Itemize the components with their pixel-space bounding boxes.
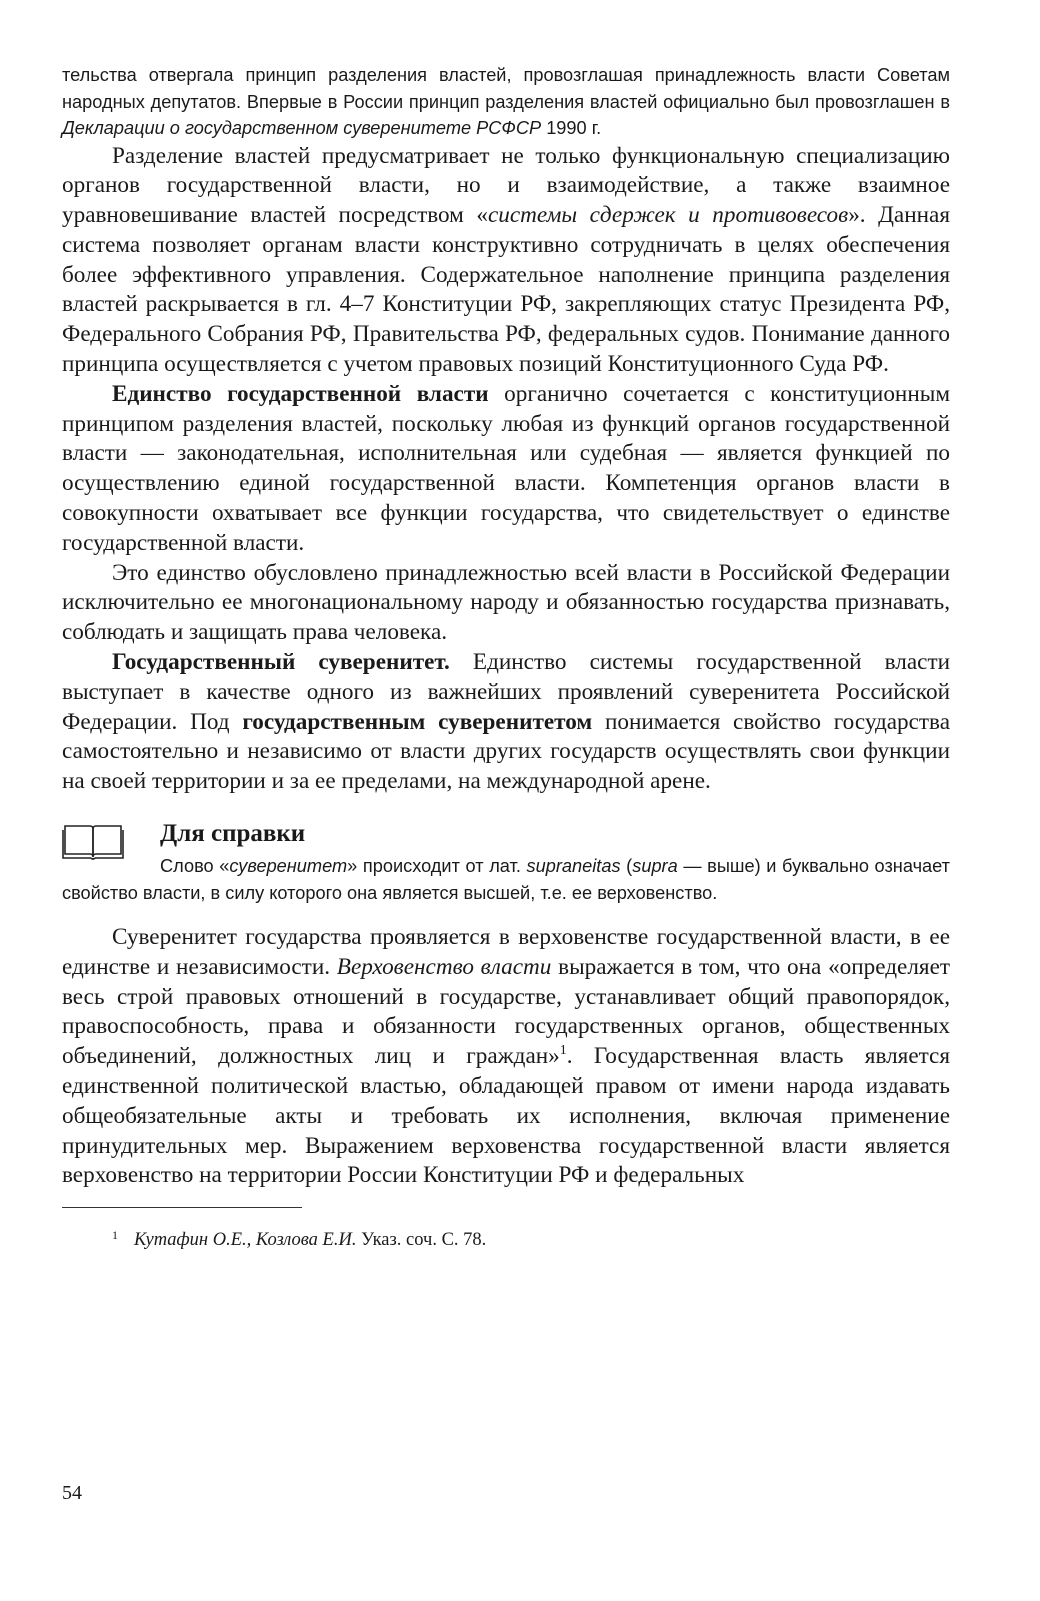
- declaration-title: Декларации о государственном суверенитете РСФСР: [62, 118, 542, 138]
- page-content: [62, 62, 950, 1253]
- page-number: 54: [62, 1482, 82, 1504]
- sovereignty-heading: Государственный суверенитет.: [112, 649, 450, 676]
- footnote-authors: Кутафин О.Е., Козлова Е.И.: [134, 1230, 357, 1251]
- sovereignty-term: государственным суверенитетом: [242, 708, 593, 735]
- reference-header: [62, 819, 950, 853]
- supremacy-term: Верховенство власти: [336, 953, 552, 980]
- footnote: $^1$ Кутафин О.Е., Козлова Е.И. Указ. соч. С. 78.: [112, 1228, 487, 1251]
- paragraph-sovereignty: Государственный суверенитет. Единство системы государственной власти выступает в качестве одного из важнейших проявлений суверенитета Российской Федерации. Под государственным суверенитетом понимается свойство государства самостоятельно и независимо от власти других государств осуществлять свои функции на своей территории и за ее пределами, на международной арене.: [62, 649, 950, 795]
- paragraph-separation-of-powers: Разделение властей предусматривает не только функциональную специализацию органов государственной власти, но и взаимодействие, а также взаимное уравновешивание властей посредством «системы сдержек и противовесов». Данная система позволяет органам власти конструктивно сотрудничать в целях обеспечения более эффективного управления. Содержательное наполнение принципа разделения властей раскрывается в гл. 4–7 Конституции РФ, закрепляющих статус Президента РФ, Федерального Собрания РФ, Правительства РФ, федеральных судов. Понимание данного принципа осуществляется с учетом правовых позиций Конституционного Суда РФ.: [62, 142, 950, 378]
- reference-text: Слово «суверенитет» происходит от лат. supraneitas (supra — выше) и буквально означает свойство власти, в силу которого она является высшей, т.е. ее верховенство.: [62, 856, 950, 903]
- footnote-divider: [62, 1207, 302, 1208]
- checks-and-balances-term: системы сдержек и противовесов: [487, 202, 849, 229]
- reference-box: [62, 819, 950, 906]
- paragraph-supremacy: Суверенитет государства проявляется в верховенстве государственной власти, в ее единстве и независимости. Верховенство власти выражается в том, что она «определяет весь строй правовых отношений в государстве, устанавливает общий правопорядок, правоспособность, права и обязанности государственных органов, общественных объединений, должностных лиц и граждан»$^1$. Государственная власть является единственной политической властью, обладающей правом от имени народа издавать общеобязательные акты и требовать их исполнения, включая применение принудительных мер. Выражением верховенства государственной власти является верховенство на территории России Конституции РФ и федеральных: [62, 924, 951, 1189]
- paragraph-intro: тельства отвергала принцип разделения властей, провозглашая принадлежность власти Советам народных депутатов. Впервые в России принцип разделения властей официально был провозглашен в Декларации о государственном суверенитете РСФСР 1990 г.: [62, 65, 950, 138]
- reference-title: Для справки: [160, 820, 306, 848]
- open-book-icon: [62, 823, 124, 861]
- footnote-number: 1: [112, 1228, 118, 1243]
- paragraph-unity-of-power: Единство государственной власти органично сочетается с конституционным принципом разделения властей, поскольку любая из функций органов государственной власти — законодательная, исполнительная или судебная — является функцией по осуществлению единой государственной власти. Компетенция органов власти в совокупности охватывает все функции государства, что свидетельствует о единстве государственной власти.: [62, 380, 950, 556]
- footnote-marker[interactable]: 1: [559, 1043, 567, 1059]
- unity-term: Единство государственной власти: [112, 380, 489, 407]
- paragraph-unity-cause: Это единство обусловлено принадлежностью всей власти в Российской Федерации исключительно ее многонациональному народу и обязанностью государства признавать, соблюдать и защищать права человека.: [62, 559, 950, 646]
